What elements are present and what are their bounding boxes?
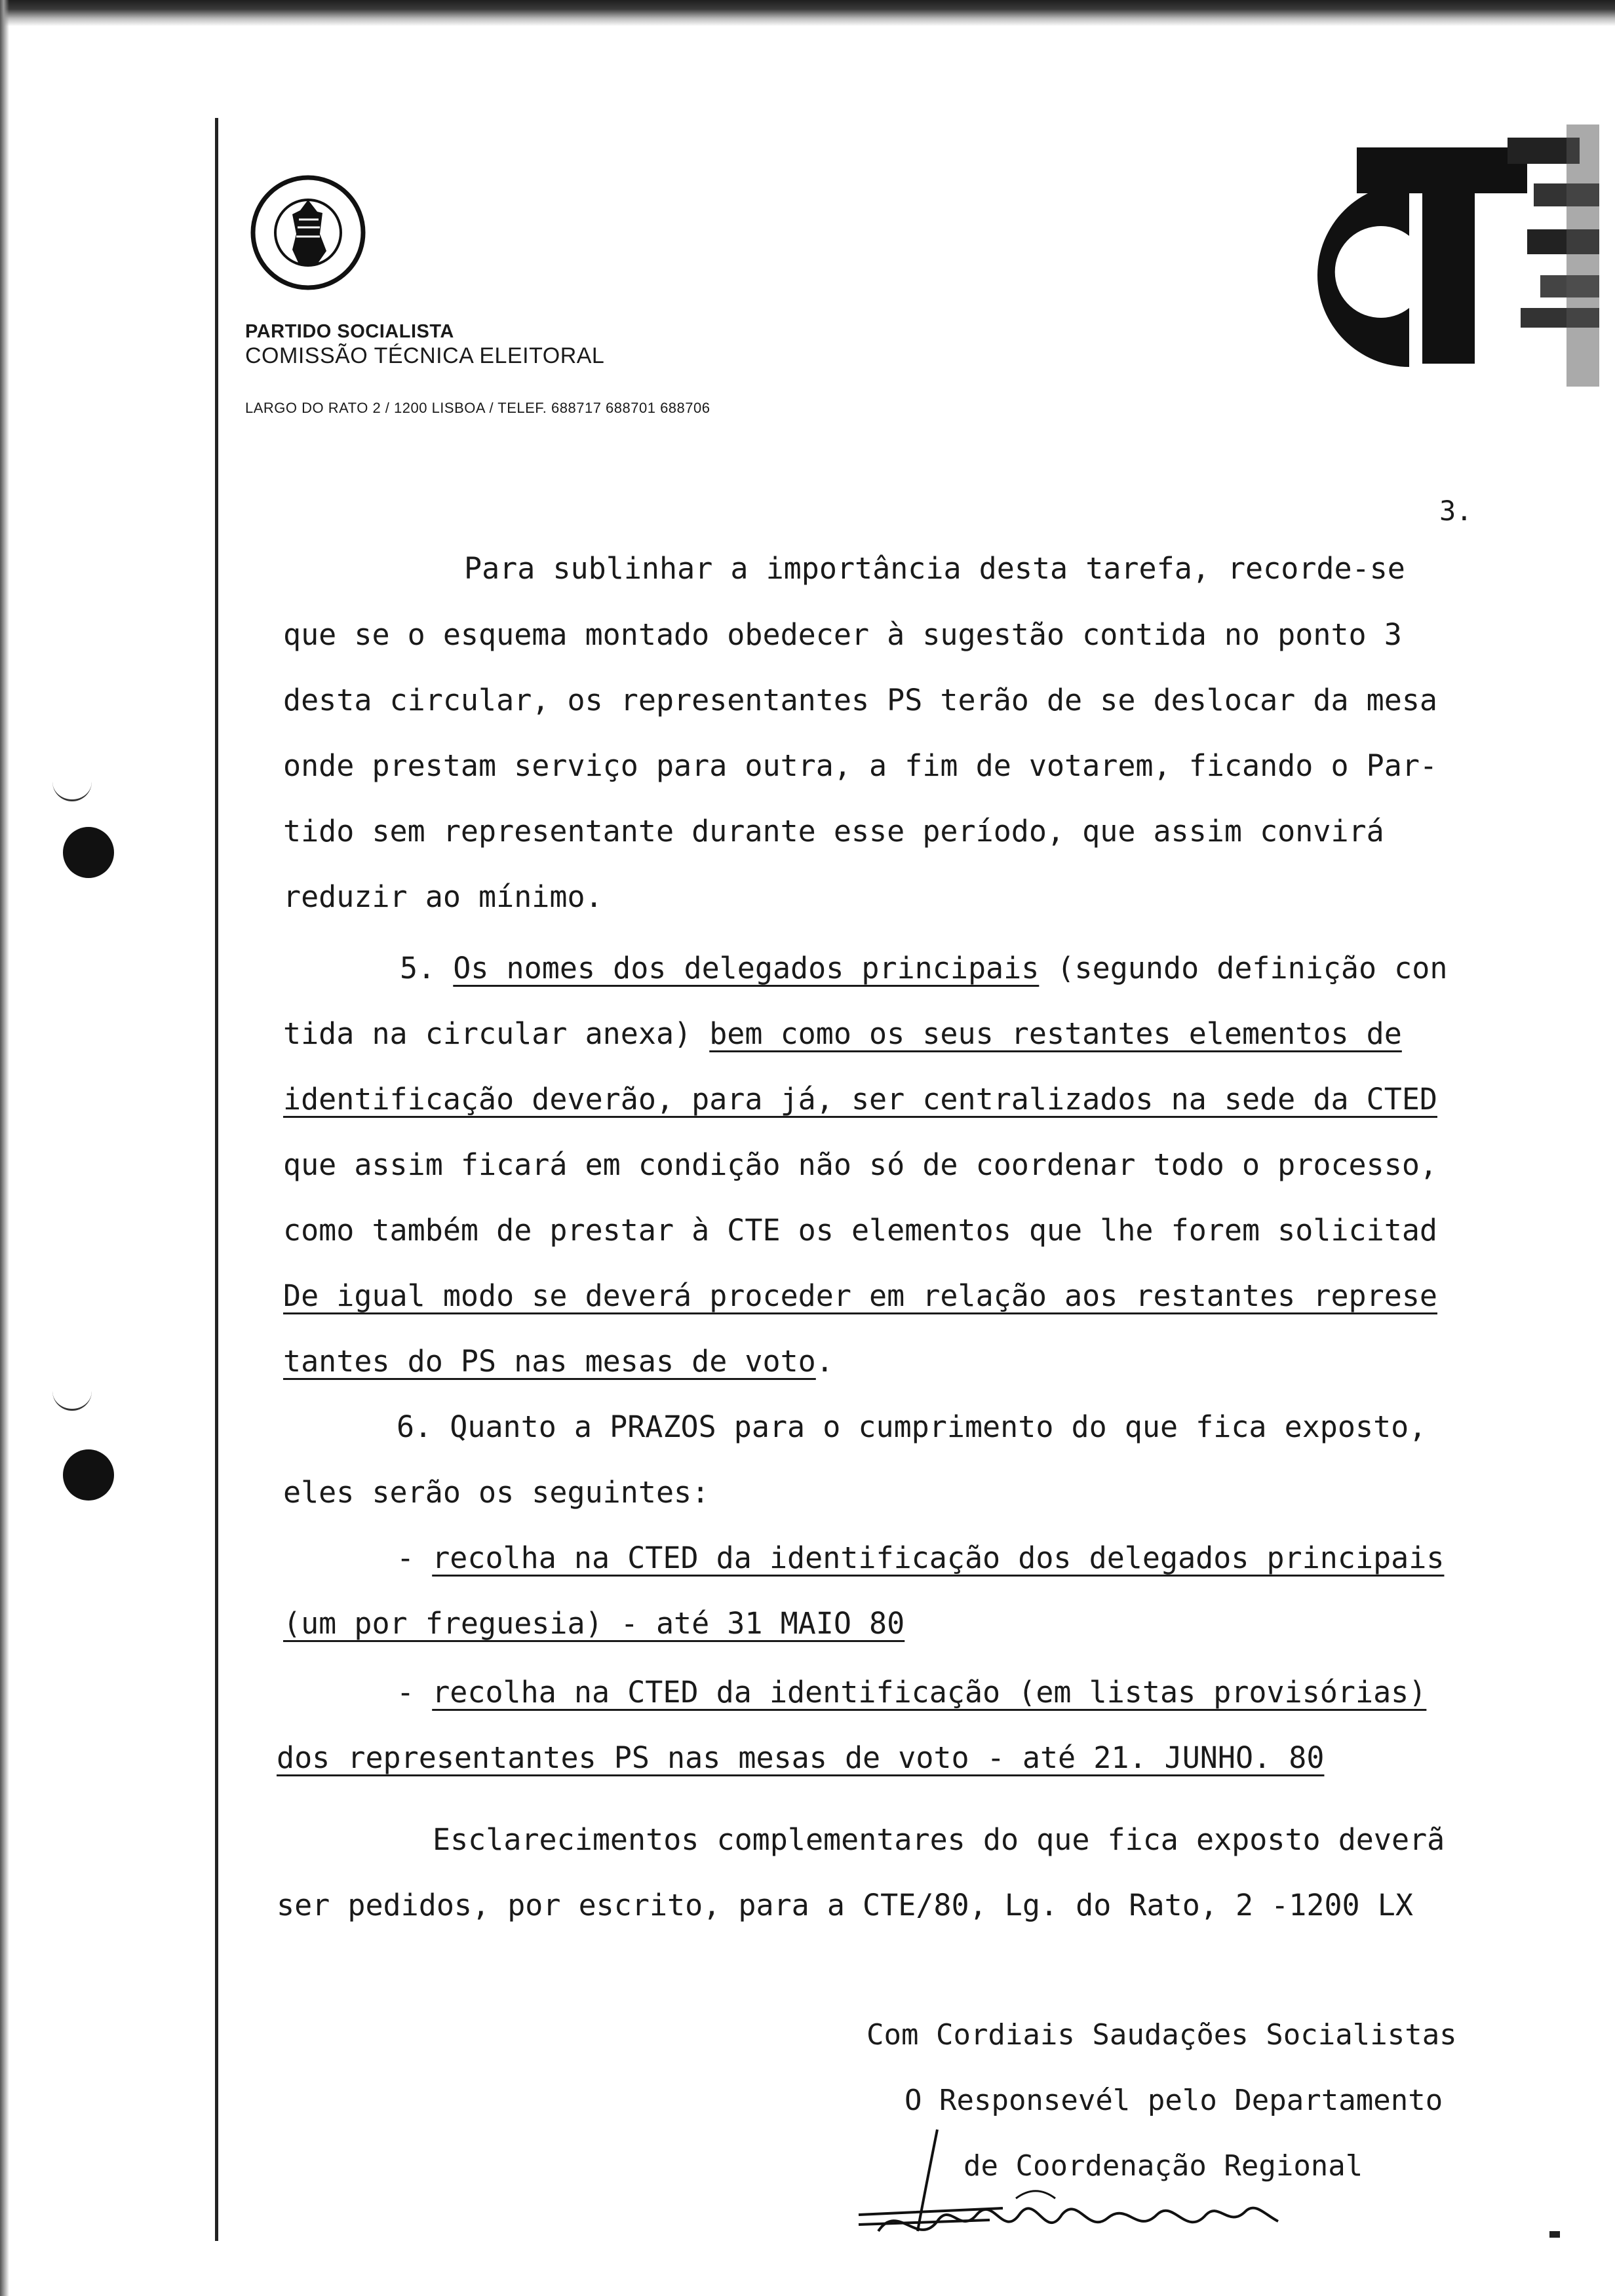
body-line: que assim ficará em condição não só de coordenar todo o processo, bbox=[283, 1147, 1437, 1182]
body-line: 6. Quanto a PRAZOS para o cumprimento do que fica exposto, bbox=[397, 1409, 1427, 1444]
deadline-item-cont: (um por freguesia) - até 31 MAIO 80 bbox=[283, 1606, 905, 1641]
body-line bbox=[283, 1016, 1402, 1051]
commission-name: COMISSÃO TÉCNICA ELEITORAL bbox=[245, 343, 605, 368]
body-line: ser pedidos, por escrito, para a CTE/80, Lg. do Rato, 2 -1200 LX bbox=[277, 1888, 1413, 1923]
body-line: como também de prestar à CTE os elementos que lhe forem solicitad bbox=[283, 1213, 1437, 1248]
body-line: desta circular, os representantes PS terão de se deslocar da mesa bbox=[283, 683, 1437, 718]
item-number: 5. bbox=[400, 951, 436, 985]
underlined-text: recolha na CTED da identificação (em listas provisórias) bbox=[432, 1675, 1427, 1710]
closing-greeting: Com Cordiais Saudações Socialistas bbox=[866, 2018, 1457, 2052]
body-line: identificação deverão, para já, ser centralizados na sede da CTED bbox=[283, 1082, 1437, 1117]
underlined-text: bem como os seus restantes elementos de bbox=[709, 1016, 1402, 1051]
body-line bbox=[283, 1344, 834, 1379]
closing-department: de Coordenação Regional bbox=[963, 2149, 1363, 2183]
margin-rule bbox=[215, 118, 218, 2241]
body-text: (segundo definição con bbox=[1039, 951, 1448, 985]
scan-mark bbox=[1549, 2231, 1560, 2238]
closing-role: O Responsevél pelo Departamento bbox=[905, 2084, 1443, 2117]
scan-top-edge bbox=[0, 0, 1615, 26]
underlined-text: tantes do PS nas mesas de voto bbox=[283, 1344, 816, 1379]
punch-hole-bottom bbox=[63, 1449, 114, 1501]
signature bbox=[819, 2123, 1317, 2254]
deadline-item-cont: dos representantes PS nas mesas de voto - até 21. JUNHO. 80 bbox=[277, 1740, 1325, 1775]
body-line: Para sublinhar a importância desta tarefa, recorde-se bbox=[464, 551, 1405, 586]
body-line: onde prestam serviço para outra, a fim de votarem, ficando o Par- bbox=[283, 748, 1437, 783]
underlined-text: Os nomes dos delegados principais bbox=[453, 951, 1040, 985]
punch-hole-arc-bottom bbox=[52, 1383, 92, 1411]
body-text: tida na circular anexa) bbox=[283, 1016, 710, 1051]
underlined-text: recolha na CTED da identificação dos delegados principais bbox=[432, 1540, 1445, 1575]
org-name: PARTIDO SOCIALISTA bbox=[245, 321, 454, 342]
list-dash: - bbox=[397, 1675, 433, 1710]
cte-logo bbox=[1258, 111, 1599, 393]
body-line: reduzir ao mínimo. bbox=[283, 879, 603, 914]
scan-left-edge bbox=[0, 0, 9, 2296]
body-line bbox=[400, 953, 1447, 983]
deadline-item bbox=[397, 1675, 1427, 1710]
punch-hole-top bbox=[63, 827, 114, 878]
list-dash: - bbox=[397, 1540, 433, 1575]
party-logo bbox=[249, 174, 367, 292]
body-line: tido sem representante durante esse período, que assim convirá bbox=[283, 814, 1384, 849]
body-line: De igual modo se deverá proceder em relação aos restantes represe bbox=[283, 1278, 1437, 1313]
org-address: LARGO DO RATO 2 / 1200 LISBOA / TELEF. 688717 688701 688706 bbox=[245, 400, 710, 416]
body-text: . bbox=[815, 1344, 834, 1379]
body-line: que se o esquema montado obedecer à sugestão contida no ponto 3 bbox=[283, 617, 1402, 652]
body-line: Esclarecimentos complementares do que fica exposto deverã bbox=[433, 1822, 1445, 1857]
punch-hole-arc-top bbox=[52, 773, 92, 801]
body-line: eles serão os seguintes: bbox=[283, 1475, 710, 1510]
page-number: 3. bbox=[1439, 495, 1473, 527]
deadline-item bbox=[397, 1540, 1445, 1575]
